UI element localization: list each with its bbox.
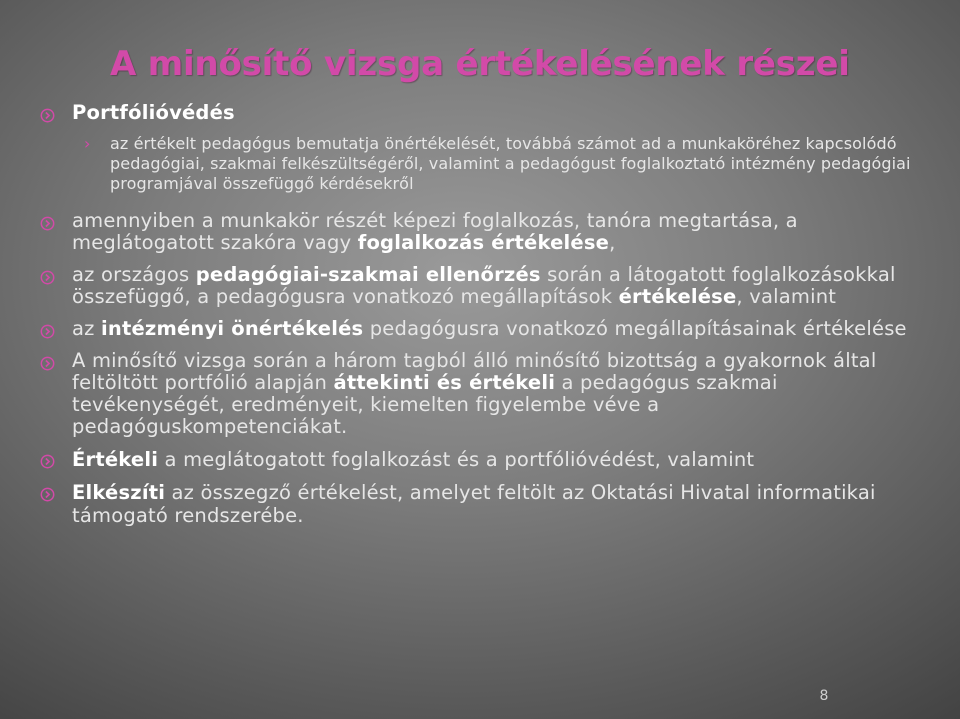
item-text: Elkészíti az összegző értékelést, amelyet feltölt az Oktatási Hivatal informatikai támogató rendszerébe.: [72, 481, 876, 527]
list-item-orszagos: [40, 264, 920, 308]
circled-arrow-right-icon: [40, 318, 72, 339]
circled-arrow-right-icon: [40, 448, 72, 469]
list-item-intezmenyi: [40, 318, 920, 340]
list-item-foglalkozas: [40, 210, 920, 254]
list-item-portfoliovedes: [40, 102, 920, 124]
item-text: amennyiben a munkakör részét képezi foglalkozás, tanóra megtartása, a meglátogatott szakóra vagy foglalkozás értékelése,: [72, 209, 798, 254]
list-item-erkekeli: [40, 448, 920, 471]
circled-arrow-right-icon: [40, 481, 72, 502]
slide-title: A minősítő vizsga értékelésének részei: [110, 44, 850, 84]
sub-item: [80, 134, 920, 194]
sub-item-text: az értékelt pedagógus bemutatja önértékelését, továbbá számot ad a munkaköréhez kapcsolódó pedagógiai, szakmai felkészültségéről, valamint a pedagógust foglalkoztató intézmény pedagógiai programjával összefüggő kérdésekről: [110, 134, 911, 193]
item-heading: Portfólióvédés: [72, 101, 235, 124]
circled-arrow-right-icon: [40, 264, 72, 285]
chevron-right-icon: ›: [84, 134, 91, 153]
circled-arrow-right-icon: [40, 210, 72, 231]
item-text: Értékeli a meglátogatott foglalkozást és a portfólióvédést, valamint: [72, 448, 755, 471]
list-item-elkesziti: [40, 481, 920, 527]
item-text: az intézményi önértékelés pedagógusra vonatkozó megállapításainak értékelése: [72, 317, 907, 340]
bullet-list: [40, 102, 920, 531]
page-number: 8: [819, 688, 829, 704]
circled-arrow-right-icon: [40, 350, 72, 371]
list-item-bizottsag: [40, 350, 920, 438]
circled-arrow-right-icon: [40, 102, 72, 123]
item-text: az országos pedagógiai-szakmai ellenőrzés során a látogatott foglalkozásokkal összefüggő, a pedagógusra vonatkozó megállapítások értékelése, valamint: [72, 263, 896, 308]
item-text: A minősítő vizsga során a három tagból álló minősítő bizottság a gyakornok által feltöltött portfólió alapján áttekinti és értékeli a pedagógus szakmai tevékenységét, eredményeit, kiemelten figyelembe véve a pedagóguskompetenciákat.: [72, 349, 877, 438]
